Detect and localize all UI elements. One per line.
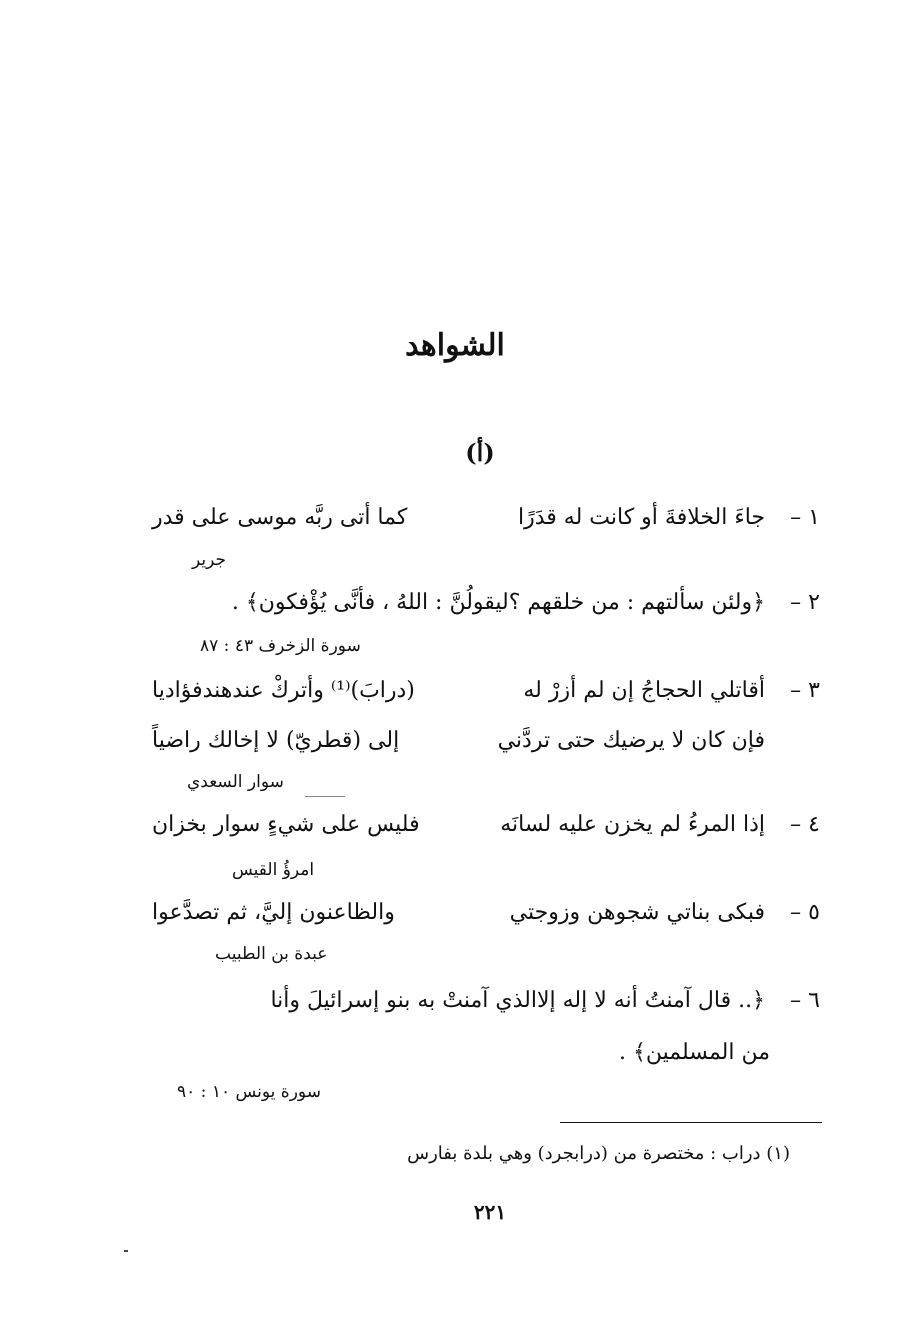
surah-reference: سورة يونس ١٠ : ٩٠ <box>177 1082 321 1102</box>
entry-number: ٦ – <box>790 988 820 1013</box>
entry-number: ٥ – <box>790 900 820 925</box>
verse-hemistich-second: كما أتى ربَّه موسى على قدر <box>152 505 408 530</box>
poet-attribution: جرير <box>192 550 226 570</box>
poet-attribution: عبدة بن الطبيب <box>215 944 328 964</box>
scan-speck <box>124 1250 128 1252</box>
verse-hemistich-first: أقاتلي الحجاجُ إن لم أزرْ له <box>523 678 765 703</box>
verse-hemistich-first: إذا المرءُ لم يخزن عليه لسانَه <box>500 812 765 837</box>
verse-hemistich-second: إلى (قطريّ) لا إخالك راضياً <box>152 728 400 753</box>
scan-speck <box>305 796 345 797</box>
verse-hemistich-second: فليس على شيءٍ سوار بخزان <box>152 812 420 837</box>
poet-attribution: سوار السعدي <box>187 772 284 792</box>
entry-number: ٤ – <box>790 812 820 837</box>
verse-hemistich-first: فإن كان لا يرضيك حتى تردَّني <box>497 728 765 753</box>
quran-quote: ﴿ولئن سألتهم : من خلقهم ؟ليقولُنَّ : اللهُ ، فأنَّى يُؤْفكون﴾ . <box>231 590 765 615</box>
page-title: الشواهد <box>405 328 505 363</box>
footnote: (١) دراب : مختصرة من (درابجرد) وهي بلدة بفارس <box>407 1143 790 1164</box>
verse-hemistich-first: جاءَ الخلافةَ أو كانت له قدَرًا <box>517 505 765 530</box>
surah-reference: سورة الزخرف ٤٣ : ٨٧ <box>200 636 361 656</box>
section-heading: (أ) <box>465 438 495 467</box>
verse-hemistich-first: فبكى بناتي شجوهن وزوجتي <box>509 900 765 925</box>
poet-attribution: امرؤُ القيس <box>232 860 315 880</box>
quran-quote-continuation: من المسلمين﴾ . <box>619 1040 770 1065</box>
page-number: ٢٢١ <box>473 1200 507 1224</box>
entry-number: ٣ – <box>790 678 820 703</box>
verse-hemistich-second: والظاعنون إليَّ، ثم تصدَّعوا <box>152 900 395 925</box>
entry-number: ١ – <box>790 505 820 530</box>
quran-quote: ﴿.. قال آمنتُ أنه لا إله إلاالذي آمنتْ به بنو إسرائيلَ وأنا <box>270 988 765 1013</box>
footnote-divider <box>560 1122 822 1123</box>
entry-number: ٢ – <box>790 590 820 615</box>
verse-hemistich-second: (درابَ)⁽¹⁾ وأتركْ عندهندفؤاديا <box>152 678 415 703</box>
